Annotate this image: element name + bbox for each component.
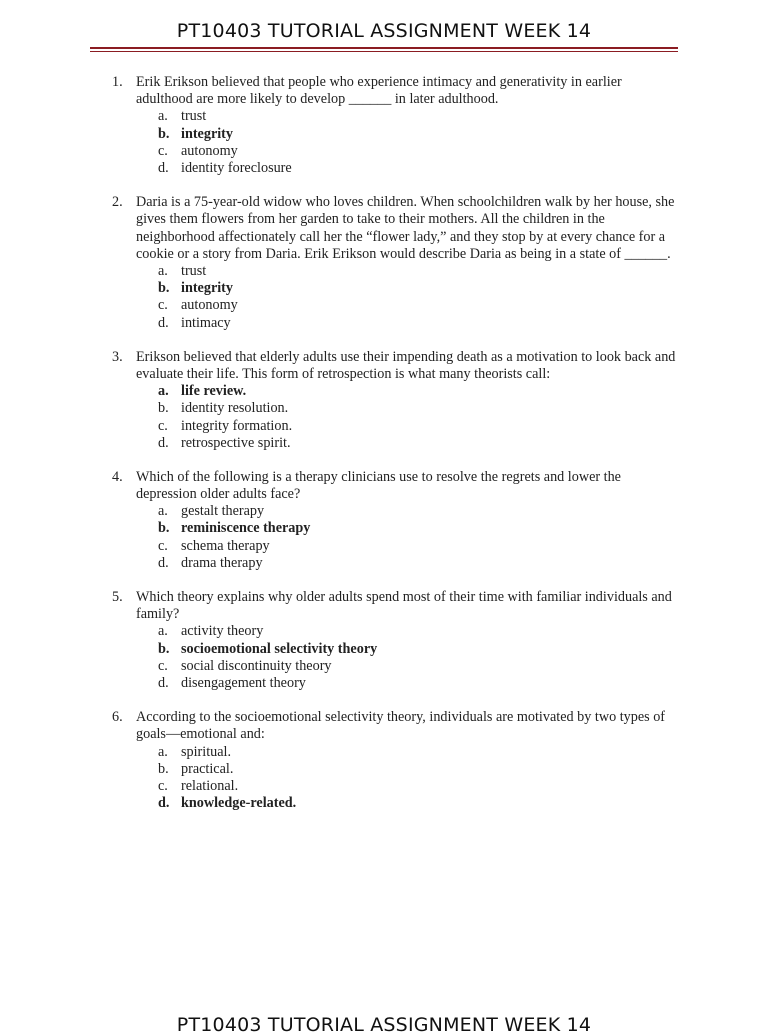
option-letter: b. (158, 125, 170, 142)
option-text: autonomy (181, 297, 238, 314)
question-list (0, 74, 768, 829)
option-letter: a. (158, 262, 168, 279)
answer-options (0, 623, 768, 692)
option-letter: d. (158, 434, 169, 451)
answer-option (0, 555, 768, 572)
question-text: Erikson believed that elderly adults use their impending death as a motivation to look back and evaluate their life. This form of retrospection is what many theorists call: (136, 348, 676, 382)
question-item (0, 709, 768, 812)
answer-option (0, 143, 768, 160)
question-item (0, 469, 768, 572)
answer-options (0, 744, 768, 813)
option-text: drama therapy (181, 554, 263, 571)
option-letter: b. (158, 640, 170, 657)
answer-option (0, 418, 768, 435)
answer-option (0, 108, 768, 125)
header-rule-bottom (90, 51, 678, 52)
option-text: schema therapy (181, 537, 270, 554)
option-text: life review. (181, 383, 247, 400)
answer-option-correct (0, 641, 768, 658)
answer-options (0, 383, 768, 452)
answer-option-correct (0, 126, 768, 143)
answer-option-correct (0, 795, 768, 812)
answer-option (0, 761, 768, 778)
option-text: reminiscence therapy (181, 520, 311, 537)
question-text: According to the socioemotional selectivity theory, individuals are motivated by two types of goals—emotional and: (136, 709, 666, 743)
answer-option (0, 435, 768, 452)
question-number: 1. (112, 74, 123, 90)
next-page-title: PT10403 TUTORIAL ASSIGNMENT WEEK 14 (176, 1014, 592, 1036)
option-text: autonomy (181, 142, 238, 159)
option-letter: d. (158, 554, 169, 571)
option-text: disengagement theory (181, 675, 306, 691)
option-text: integrity (181, 125, 234, 142)
answer-option (0, 675, 768, 692)
option-letter: d. (158, 314, 169, 331)
answer-option (0, 315, 768, 332)
answer-option (0, 744, 768, 761)
answer-option (0, 778, 768, 795)
answer-option-correct (0, 280, 768, 297)
option-text: trust (181, 108, 207, 125)
question-number: 2. (112, 194, 123, 211)
option-text: retrospective spirit. (181, 434, 291, 451)
option-letter: b. (158, 520, 170, 537)
page-title: PT10403 TUTORIAL ASSIGNMENT WEEK 14 (176, 20, 592, 42)
answer-options (0, 108, 768, 177)
header-rule-top (90, 47, 678, 49)
option-letter: b. (158, 400, 169, 417)
answer-option-correct (0, 383, 768, 400)
option-letter: b. (158, 280, 170, 297)
option-letter: a. (158, 383, 169, 400)
option-text: integrity (181, 280, 234, 297)
answer-option (0, 263, 768, 280)
option-letter: a. (158, 503, 168, 520)
question-text: Daria is a 75-year-old widow who loves children. When schoolchildren walk by her house, she gives them flowers from her garden to take to their mothers. All the children in the neighborhood affectionately call her the “flower lady,” and they stop by at every chance for a cookie or a story from Daria. Erik Erikson would describe Daria as being in a state of ______. (136, 194, 675, 262)
option-text: socioemotional selectivity theory (181, 640, 378, 657)
question-number: 3. (112, 348, 123, 365)
option-text: identity resolution. (181, 400, 289, 417)
option-letter: a. (158, 108, 168, 125)
question-text: Which theory explains why older adults spend most of their time with familiar individuals and family? (136, 589, 672, 623)
question-item (0, 74, 768, 177)
question-item (0, 349, 768, 452)
answer-option (0, 160, 768, 177)
option-letter: c. (158, 417, 168, 434)
answer-options (0, 263, 768, 332)
answer-option (0, 538, 768, 555)
option-letter: c. (158, 657, 168, 674)
answer-option (0, 658, 768, 675)
answer-option-correct (0, 520, 768, 537)
option-letter: d. (158, 795, 170, 812)
option-text: spiritual. (181, 743, 232, 760)
option-text: identity foreclosure (181, 159, 292, 176)
question-number: 5. (112, 589, 123, 606)
option-text: gestalt therapy (181, 503, 265, 520)
option-text: practical. (181, 760, 234, 777)
answer-option (0, 623, 768, 640)
answer-option (0, 297, 768, 314)
option-letter: a. (158, 623, 168, 640)
option-letter: d. (158, 159, 169, 176)
option-text: relational. (181, 777, 239, 794)
option-text: social discontinuity theory (181, 657, 332, 674)
answer-options (0, 503, 768, 572)
question-number: 4. (112, 468, 123, 485)
option-letter: d. (158, 675, 169, 691)
question-item (0, 194, 768, 332)
question-text: Erik Erikson believed that people who experience intimacy and generativity in earlier adulthood are more likely to develop ______ in later adulthood. (136, 74, 622, 108)
question-number: 6. (112, 709, 123, 726)
option-text: activity theory (181, 623, 264, 640)
option-letter: b. (158, 760, 169, 777)
question-text: Which of the following is a therapy clinicians use to resolve the regrets and lower the depression older adults face? (136, 468, 621, 503)
answer-option (0, 400, 768, 417)
option-text: intimacy (181, 314, 231, 331)
answer-option (0, 503, 768, 520)
option-letter: c. (158, 777, 168, 794)
question-item (0, 589, 768, 692)
option-letter: c. (158, 142, 168, 159)
option-text: knowledge-related. (181, 795, 297, 812)
option-text: integrity formation. (181, 417, 293, 434)
option-letter: c. (158, 297, 168, 314)
option-letter: c. (158, 537, 168, 554)
option-letter: a. (158, 743, 168, 760)
option-text: trust (181, 262, 207, 279)
